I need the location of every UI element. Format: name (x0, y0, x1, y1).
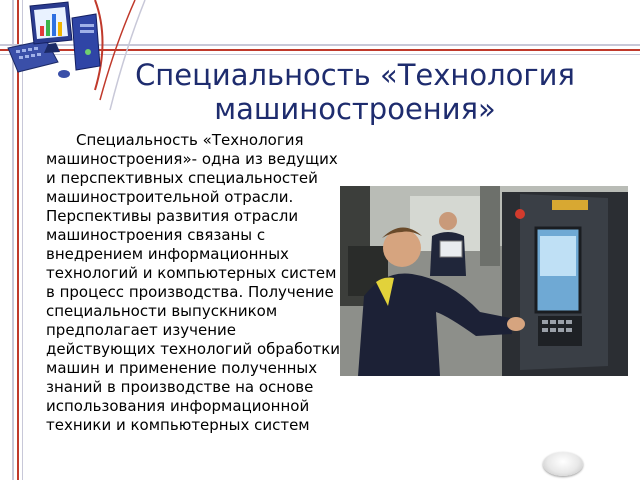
oval-button[interactable] (543, 452, 583, 476)
slide-title: Специальность «Технология машиностроения» (135, 58, 575, 126)
slide-body-text: Специальность «Технология машиностроения»- одна из ведущих и перспективных специальностей машиностроительной отрасли. Перспективы развития отрасли машиностроения связаны с внедрением информационных технологий и компьютерных систем в процесс производства. Получение специальности выпускником предполагает изучение действующих технологий обработки машин и применение полученных знаний в производстве на основе использования информационной техники и компьютерных систем (46, 131, 341, 434)
workshop-photo (340, 186, 628, 376)
computer-icon (0, 0, 110, 90)
